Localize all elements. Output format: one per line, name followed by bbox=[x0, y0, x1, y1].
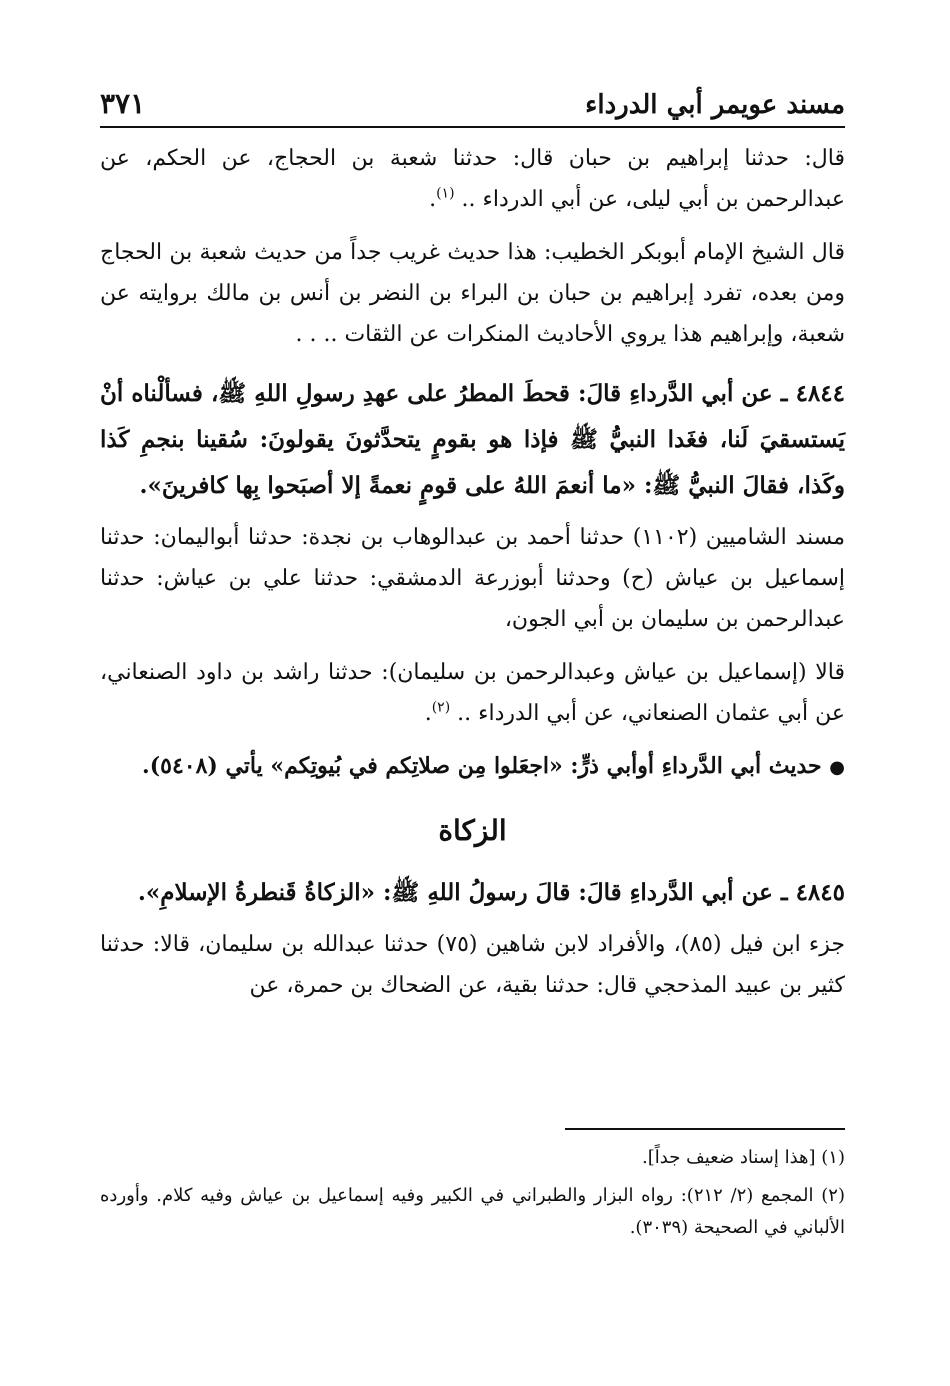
header-rule bbox=[100, 126, 845, 128]
cross-reference-text: حديث أبي الدَّرداءِ أوأبي ذرٍّ: «اجعَلوا مِن صلاتِكم في بُيوتِكم» يأتي (٥٤٠٨). bbox=[142, 753, 822, 779]
running-header bbox=[100, 80, 845, 120]
footnote-1: (١) [هذا إسناد ضعيف جداً]. bbox=[642, 1147, 845, 1168]
paragraph-isnad-3 bbox=[100, 652, 845, 734]
main-text bbox=[100, 138, 845, 1018]
paragraph-khatib-comment: قال الشيخ الإمام أبوبكر الخطيب: هذا حديث غريب جداً من حديث شعبة بن الحجاج ومن بعده، تفرد إبراهيم بن حبان بن البراء بن النضر بن أنس بن مالك بروايته عن شعبة، وإبراهيم هذا يروي الأحاديث المنكرات عن الثقات .. . . bbox=[100, 240, 845, 347]
page-number: ٣٧١ bbox=[100, 87, 146, 120]
footnote-ref-2[interactable]: (٢) bbox=[431, 699, 451, 716]
section-title: الزكاة bbox=[438, 814, 507, 847]
footnote-ref-1[interactable]: (١) bbox=[436, 185, 455, 202]
bullet-icon: ● bbox=[829, 757, 845, 778]
paragraph-isnad-4: جزء ابن فيل (٨٥)، والأفراد لابن شاهين (٧٥) حدثنا عبدالله بن سليمان، قالا: حدثنا كثير بن عبيد المذحجي قال: حدثنا بقية، عن الضحاك بن حمرة، عن bbox=[100, 932, 845, 998]
cross-reference bbox=[100, 746, 845, 788]
footnote-rule bbox=[565, 1128, 845, 1130]
hadith-4844: ٤٨٤٤ ـ عن أبي الدَّرداءِ قالَ: قحطَ المطرُ على عهدِ رسولِ اللهِ ﷺ، فسألْناه أنْ يَستسقيَ لَنا، فغَدا النبيُّ ﷺ فإذا هو بقومٍ يتحدَّثونَ يقولونَ: سُقينا بنجمِ كَذا وكَذا، فقالَ النبيُّ ﷺ: «ما أنعمَ اللهُ على قومٍ نعمةً إلا أصبَحوا بِها كافرينَ». bbox=[100, 380, 845, 499]
hadith-4845: ٤٨٤٥ ـ عن أبي الدَّرداءِ قالَ: قالَ رسولُ اللهِ ﷺ: «الزكاةُ قَنطرةُ الإسلامِ». bbox=[137, 879, 845, 906]
paragraph-text: قالا (إسماعيل بن عياش وعبدالرحمن بن سليمان): حدثنا راشد بن داود الصنعاني، عن أبي عثمان الصنعاني، عن أبي الدرداء .. bbox=[100, 660, 845, 726]
running-title: مسند عويمر أبي الدرداء bbox=[585, 90, 845, 120]
footnotes bbox=[100, 1142, 845, 1250]
page bbox=[100, 60, 845, 1360]
paragraph-end: . bbox=[429, 187, 437, 212]
paragraph-end: . bbox=[424, 701, 432, 726]
paragraph-isnad-2: مسند الشاميين (١١٠٢) حدثنا أحمد بن عبدالوهاب بن نجدة: حدثنا أبواليمان: حدثنا إسماعيل بن عياش (ح) وحدثنا أبوزرعة الدمشقي: حدثنا علي بن عياش: حدثنا عبدالرحمن بن سليمان بن أبي الجون، bbox=[100, 525, 845, 632]
footnote-2: (٢) المجمع (٢/ ٢١٢): رواه البزار والطبراني في الكبير وفيه إسماعيل بن عياش وفيه كلام. وأورده الألباني في الصحيحة (٣٠٣٩). bbox=[100, 1185, 845, 1238]
paragraph-text: قال: حدثنا إبراهيم بن حبان قال: حدثنا شعبة بن الحجاج، عن الحكم، عن عبدالرحمن بن أبي ليلى، عن أبي الدرداء .. bbox=[100, 146, 845, 212]
paragraph-isnad-1 bbox=[100, 138, 845, 220]
